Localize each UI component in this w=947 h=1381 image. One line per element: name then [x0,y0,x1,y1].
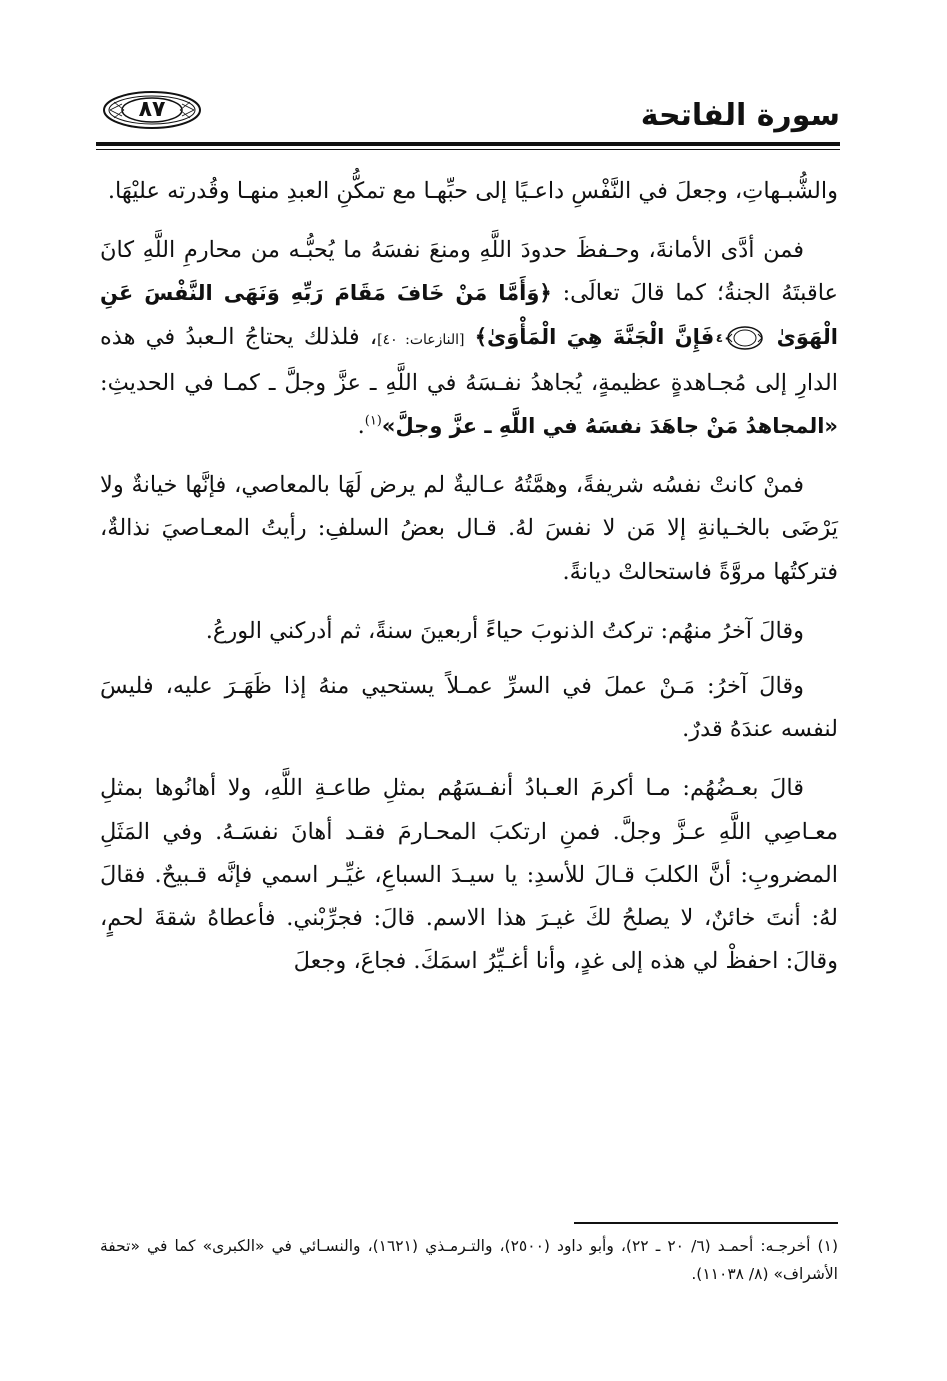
footnote-divider [574,1222,838,1224]
paragraph-5: وقالَ آخرُ: مَـنْ عملَ في السرِّ عمـلاً يستحيي منهُ إذا ظَهَـرَ عليه، فليسَ لنفسه عندَهُ قدرٌ. [100,673,838,743]
paragraph-1: والشُّبـهاتِ، وجعلَ في النَّفْسِ داعـيًا إلى حبِّهـا مع تمكُّنِ العبدِ منهـا وقُدرته عليْهَا. [107,178,838,204]
header-rule-thick [96,142,840,146]
ayah-number: ٤٠ [715,330,731,345]
surah-title: سورة الفاتحة [640,98,840,133]
header-rule-thin [96,149,840,150]
paragraph-2: فمن أدَّى الأمانةَ، وحـفظَ حدودَ اللَّهِ ومنعَ نفسَهُ ما يُحبُّـه من محارمِ اللَّهِ كانَ عاقبتَهُ الجنةُ؛ كما قالَ تعالَى: ﴿وَأَمَّا مَنْ خَافَ مَقَامَ رَبِّهِ وَنَهَى النَّفْسَ عَنِ الْهَوَىٰ ٤٠ فَإِنَّ الْجَنَّةَ هِيَ الْمَأْوَىٰ﴾ [النازعات: ٤٠]، فلذلك يحتاجُ الـعبدُ في هذه الدارِ إلى مُجـاهدةٍ عظيمةٍ، يُجاهدُ نفـسَهُ في اللَّهِ ـ عزَّ وجلَّ ـ كمـا في الحديثِ: «المجاهدُ مَنْ جاهَدَ نفسَهُ في اللَّهِ ـ عزَّ وجلَّ»$^{(١)}$. [100,237,838,440]
page-header [96,88,840,140]
quran-verse: ﴿وَأَمَّا مَنْ خَافَ مَقَامَ رَبِّهِ وَنَهَى النَّفْسَ عَنِ الْهَوَىٰ [100,281,838,349]
page-number-badge [102,90,202,130]
paragraph-2-body: ، فلذلك يحتاجُ الـعبدُ في هذه الدارِ إلى مُجـاهدةٍ عظيمةٍ، يُجاهدُ نفـسَهُ في اللَّهِ ـ عزَّ وجلَّ ـ كمـا في الحديثِ: [100,323,838,396]
ayah-marker [715,325,764,351]
footnotes [100,1232,838,1288]
hadith-quote: «المجاهدُ مَنْ جاهَدَ نفسَهُ في اللَّهِ ـ عزَّ وجلَّ» [381,414,838,439]
paragraph-2-intro: فمن أدَّى الأمانةَ، وحـفظَ حدودَ اللَّهِ ومنعَ نفسَهُ ما يُحبُّـه من محارمِ اللَّهِ كانَ عاقبتَهُ الجنةُ؛ كما قالَ تعالَى: [100,237,838,307]
paragraph-3: فمنْ كانتْ نفسُه شريفةً، وهمَّتُهُ عـاليةٌ لم يرض لَهَا بالمعاصي، فإنَّها خيانةٌ ولا يَرْضَى بالخـيانةِ إلا مَن لا نفسَ لهُ. قـال بعضُ السلفِ: رأيتُ المعـاصيَ نذالةٌ، فتركتُها مروَّةً فاستحالتْ ديانةً. [100,472,838,585]
quran-verse-continued: فَإِنَّ الْجَنَّةَ هِيَ الْمَأْوَىٰ﴾ [474,324,715,349]
footnote-ref-1[interactable]: (١) [364,413,382,429]
verse-reference: [النازعات: ٤٠] [377,331,465,348]
footnote-1: (١) أخرجـه: أحمـد (٦/ ٢٠ ـ ٢٢)، وأبو داود (٢٥٠٠)، والتـرمـذي (١٦٢١)، والنسـائي في «الكبرى» كما في «تحفة الأشراف» (٨/ ١١٠٣٨). [100,1237,838,1283]
main-text [100,170,838,999]
paragraph-6: قالَ بعـضُهُم: مـا أكرمَ العـبادُ أنفـسَهُم بمثلِ طاعـةِ اللَّهِ، ولا أهانُوها بمثلِ معـاصِي اللَّهِ عـزَّ وجلَّ. فمنِ ارتكبَ المحـارمَ فقـد أهانَ نفسَـهُ. وفي المَثَلِ المضروبِ: أنَّ الكلبَ قـالَ للأسدِ: يا سيـدَ السباعِ، غيِّـر اسمي فإنَّه قـبيحٌ. فقالَ لهُ: أنتَ خائنٌ، لا يصلحُ لكَ غيـرَ هذا الاسم. قالَ: فجرِّبْني. فأعطاهُ شقةَ لحمٍ، وقالَ: احفظْ لي هذه إلى غدٍ، وأنا أغـيِّرُ اسمَكَ. فجاعَ، وجعلَ [100,775,838,975]
paragraph-4: وقالَ آخرُ منهُم: تركتُ الذنوبَ حياءً أربعينَ سنةً، ثم أدركني الورعُ. [205,617,804,644]
page-number: ٨٧ [138,97,166,122]
